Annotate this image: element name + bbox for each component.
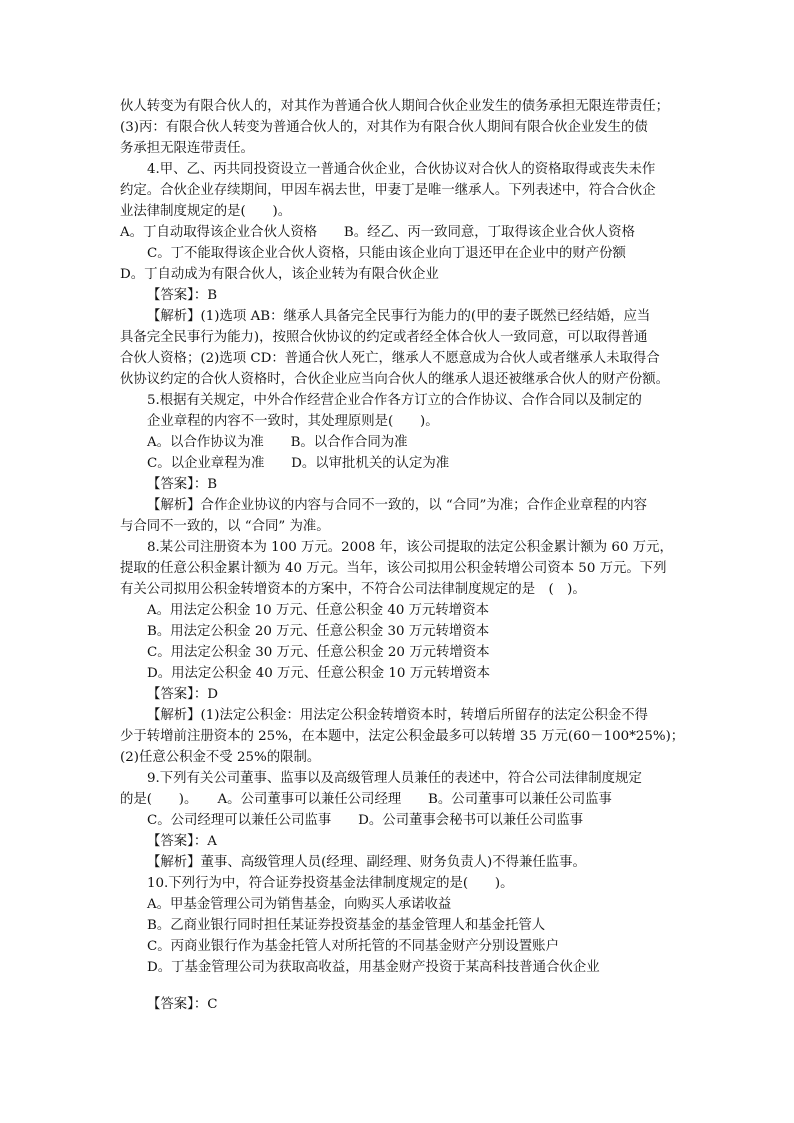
question-5-stem: 5.根据有关规定，中外合作经营企业合作各方订立的合作协议、合作合同以及制定的 [147, 393, 642, 408]
text-line: 少于转增前注册资本的 25%，在本题中，法定公积金最多可以转增 35 万元(60－100*25%)； [120, 729, 685, 744]
text-line: 业法律制度规定的是( )。 [120, 204, 292, 219]
text-line: 企业章程的内容不一致时，其处理原则是( )。 [147, 414, 439, 429]
answer-label: 【答案】：D [147, 687, 218, 702]
question-5-options-cd: C。以企业章程为准 D。以审批机关的认定为准 [147, 456, 450, 471]
explanation-label: 【解析】(1)选项 AB：继承人具备完全民事行为能力的(甲的妻子既然已经结婚，应当 [147, 309, 651, 324]
question-10-option-b: B。乙商业银行同时担任某证券投资基金的基金管理人和基金托管人 [147, 918, 546, 933]
question-8-option-c: C。用法定公积金 30 万元、任意公积金 20 万元转增资本 [147, 645, 490, 660]
text-line: 伙协议约定的合伙人资格时，合伙企业应当向合伙人的继承人退还被继承合伙人的财产份额。 [120, 372, 670, 387]
question-4-stem: 4.甲、乙、丙共同投资设立一普通合伙企业，合伙协议对合伙人的资格取得或丧失未作 [147, 162, 656, 177]
question-8-option-d: D。用法定公积金 40 万元、任意公积金 10 万元转增资本 [147, 666, 491, 681]
question-4-option-c: C。丁不能取得该企业合伙人资格，只能由该企业向丁退还甲在企业中的财产份额 [147, 246, 626, 261]
question-4-options-ab: A。丁自动取得该企业合伙人资格 B。经乙、丙一致同意，丁取得该企业合伙人资格 [120, 225, 635, 240]
text-line: 约定。合伙企业存续期间，甲因车祸去世，甲妻丁是唯一继承人。下列表述中，符合合伙企 [120, 183, 656, 198]
question-5-options-ab: A。以合作协议为准 B。以合作合同为准 [147, 435, 408, 450]
question-10-option-d: D。丁基金管理公司为获取高收益，用基金财产投资于某高科技普通合伙企业 [147, 960, 600, 975]
text-line: 合伙人资格；(2)选项 CD：普通合伙人死亡，继承人不愿意成为合伙人或者继承人未取得合 [120, 351, 660, 366]
question-10-option-c: C。丙商业银行作为基金托管人对所托管的不同基金财产分别设置账户 [147, 939, 559, 954]
explanation-label: 【解析】(1)法定公积金：用法定公积金转增资本时，转增后所留存的法定公积金不得 [147, 708, 649, 723]
text-line: 务承担无限连带责任。 [120, 141, 254, 156]
answer-label: 【答案】：A [147, 834, 217, 849]
text-line: 提取的任意公积金累计额为 40 万元。当年，该公司拟用公积金转增公司资本 50 万元。下列 [120, 561, 667, 576]
text-line: 有关公司拟用公积金转增资本的方案中，不符合公司法律制度规定的是 ( )。 [120, 582, 586, 597]
text-line: 与合同不一致的，以 “合同” 为准。 [120, 519, 330, 534]
question-8-option-b: B。用法定公积金 20 万元、任意公积金 30 万元转增资本 [147, 624, 490, 639]
text-line: (2)任意公积金不受 25%的限制。 [120, 750, 321, 765]
text-line: 具备完全民事行为能力)，按照合伙协议的约定或者经全体合伙人一致同意，可以取得普通 [120, 330, 648, 345]
explanation-label: 【解析】董事、高级管理人员(经理、副经理、财务负责人)不得兼任监事。 [147, 855, 586, 870]
answer-label: 【答案】：B [147, 288, 218, 303]
question-10-stem: 10.下列行为中，符合证券投资基金法律制度规定的是( )。 [147, 876, 514, 891]
text-line: (3)丙：有限合伙人转变为普通合伙人的，对其作为有限合伙人期间有限合伙企业发生的债 [120, 120, 648, 135]
explanation-label: 【解析】合作企业协议的内容与合同不一致的，以 “合同”为准；合作企业章程的内容 [147, 498, 648, 513]
answer-label: 【答案】：B [147, 477, 218, 492]
question-9-options-ab: 的是( )。 A。公司董事可以兼任公司经理 B。公司董事可以兼任公司监事 [120, 792, 612, 807]
question-4-option-d: D。丁自动成为有限合伙人，该企业转为有限合伙企业 [120, 267, 439, 282]
question-9-stem: 9.下列有关公司董事、监事以及高级管理人员兼任的表述中，符合公司法律制度规定 [147, 771, 642, 786]
question-9-options-cd: C。公司经理可以兼任公司监事 D。公司董事会秘书可以兼任公司监事 [147, 813, 584, 828]
text-line: 伙人转变为有限合伙人的，对其作为普通合伙人期间合伙企业发生的债务承担无限连带责任； [120, 99, 670, 114]
question-8-stem: 8.某公司注册资本为 100 万元。2008 年，该公司提取的法定公积金累计额为 60 万元， [147, 540, 673, 555]
answer-label: 【答案】：C [147, 997, 218, 1012]
question-10-option-a: A。甲基金管理公司为销售基金，向购买人承诺收益 [147, 897, 452, 912]
question-8-option-a: A。用法定公积金 10 万元、任意公积金 40 万元转增资本 [147, 603, 489, 618]
